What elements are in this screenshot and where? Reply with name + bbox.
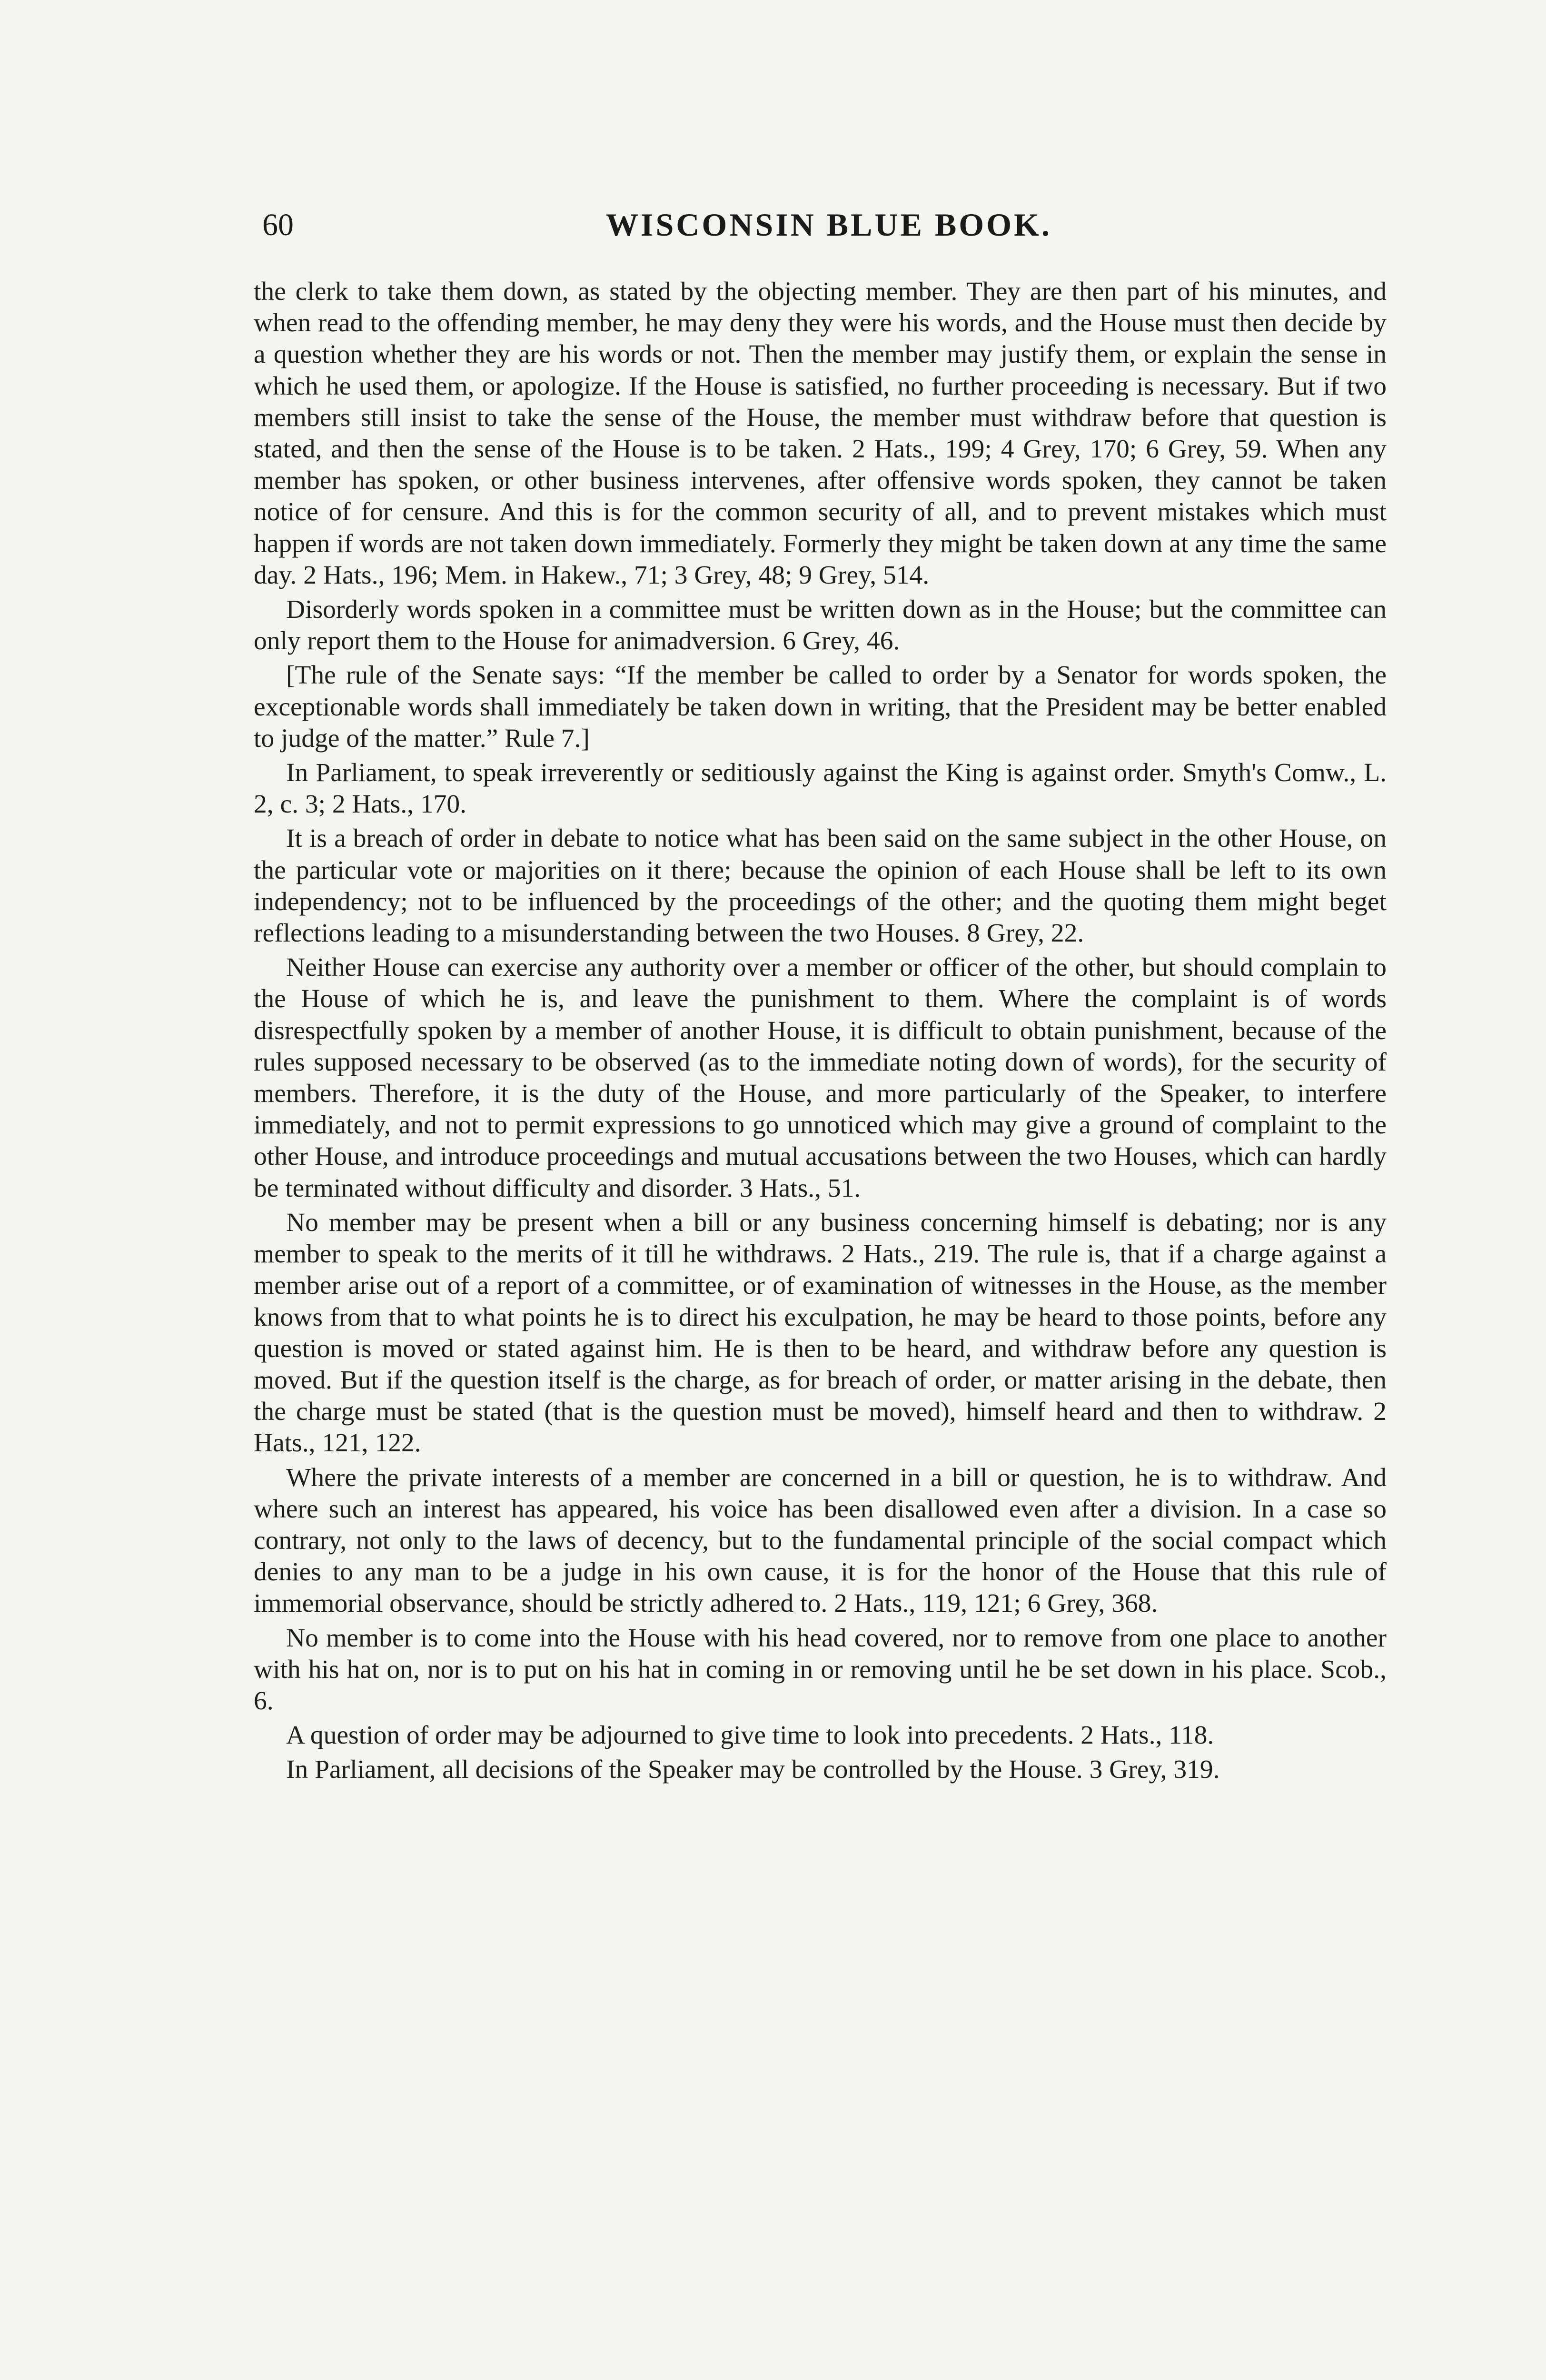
paragraph-head-covered: No member is to come into the House with his head covered, nor to remove from one place to another with his hat on, nor is to put on his hat in coming in or removing until he be set down in his place. Scob., 6.: [254, 1623, 1387, 1716]
paragraph-taking-down-words: the clerk to take them down, as stated by the objecting member. They are then part of his minutes, and when read to the offending member, he may deny they were his words, and the House must then decide by a question whether they are his words or not. Then the member may justify them, or explain the sense in which he used them, or apologize. If the House is satisfied, no further proceeding is necessary. But if two members still insist to take the sense of the House, the member must withdraw before that question is stated, and then the sense of the House is to be taken. 2 Hats., 199; 4 Grey, 170; 6 Grey, 59. When any member has spoken, or other business intervenes, after offensive words spoken, they cannot be taken notice of for censure. And this is for the common security of all, and to prevent mistakes which must happen if words are not taken down immediately. Formerly they might be taken down at any time the same day. 2 Hats., 196; Mem. in Hakew., 71; 3 Grey, 48; 9 Grey, 514.: [254, 277, 1387, 590]
paragraph-other-house-debate: It is a breach of order in debate to notice what has been said on the same subject in the other House, on the particular vote or majorities on it there; because the opinion of each House shall be left to its own independency; not to be influenced by the proceedings of the other; and the quoting them might beget reflections leading to a misunderstanding between the two Houses. 8 Grey, 22.: [254, 824, 1387, 948]
paragraph-private-interests: Where the private interests of a member are concerned in a bill or question, he is to withdraw. And where such an interest has appeared, his voice has been disallowed even after a division. In a case so contrary, not only to the laws of decency, but to the fundamental principle of the social compact which denies to any man to be a judge in his own cause, it is for the honor of the House that this rule of immemorial observance, should be strictly adhered to. 2 Hats., 119, 121; 6 Grey, 368.: [254, 1463, 1387, 1618]
page-header: [254, 202, 1387, 245]
text-column: [254, 276, 1387, 1789]
paragraph-speaker-decisions: In Parliament, all decisions of the Speaker may be controlled by the House. 3 Grey, 319.: [286, 1755, 1220, 1785]
paragraph-speaking-against-king: In Parliament, to speak irreverently or seditiously against the King is against order. Smyth's Comw., L. 2, c. 3; 2 Hats., 170.: [254, 758, 1387, 819]
paragraph-senate-rule: [The rule of the Senate says: “If the member be called to order by a Senator for words spoken, the exceptionable words shall immediately be taken down in writing, that the President may be better enabled to judge of the matter.” Rule 7.]: [254, 661, 1387, 753]
paragraph-question-of-order: A question of order may be adjourned to give time to look into precedents. 2 Hats., 118.: [286, 1721, 1214, 1750]
page-number: 60: [262, 208, 294, 242]
running-title: WISCONSIN BLUE BOOK.: [606, 207, 1052, 243]
paragraph-authority-over-members: Neither House can exercise any authority over a member or officer of the other, but should complain to the House of which he is, and leave the punishment to them. Where the complaint is of words disrespectfully spoken by a member of another House, it is difficult to obtain punishment, because of the rules supposed necessary to be observed (as to the immediate noting down of words), for the security of members. Therefore, it is the duty of the House, and more particularly of the Speaker, to interfere immediately, and not to permit expressions to go unnoticed which may give a ground of complaint to the other House, and introduce proceedings and mutual accusations between the two Houses, which can hardly be terminated without difficulty and disorder. 3 Hats., 51.: [254, 953, 1387, 1203]
paragraph-committee-words: Disorderly words spoken in a committee must be written down as in the House; but the committee can only report them to the House for animadversion. 6 Grey, 46.: [254, 595, 1387, 656]
paragraph-member-withdraws: No member may be present when a bill or any business concerning himself is debating; nor is any member to speak to the merits of it till he withdraws. 2 Hats., 219. The rule is, that if a charge against a member arise out of a report of a committee, or of examination of witnesses in the House, as the member knows from that to what points he is to direct his exculpation, he may be heard to those points, before any question is moved or stated against him. He is then to be heard, and withdraw before any question is moved. But if the question itself is the charge, as for breach of order, or matter arising in the debate, then the charge must be stated (that is the question must be moved), himself heard and then to withdraw. 2 Hats., 121, 122.: [254, 1208, 1387, 1458]
